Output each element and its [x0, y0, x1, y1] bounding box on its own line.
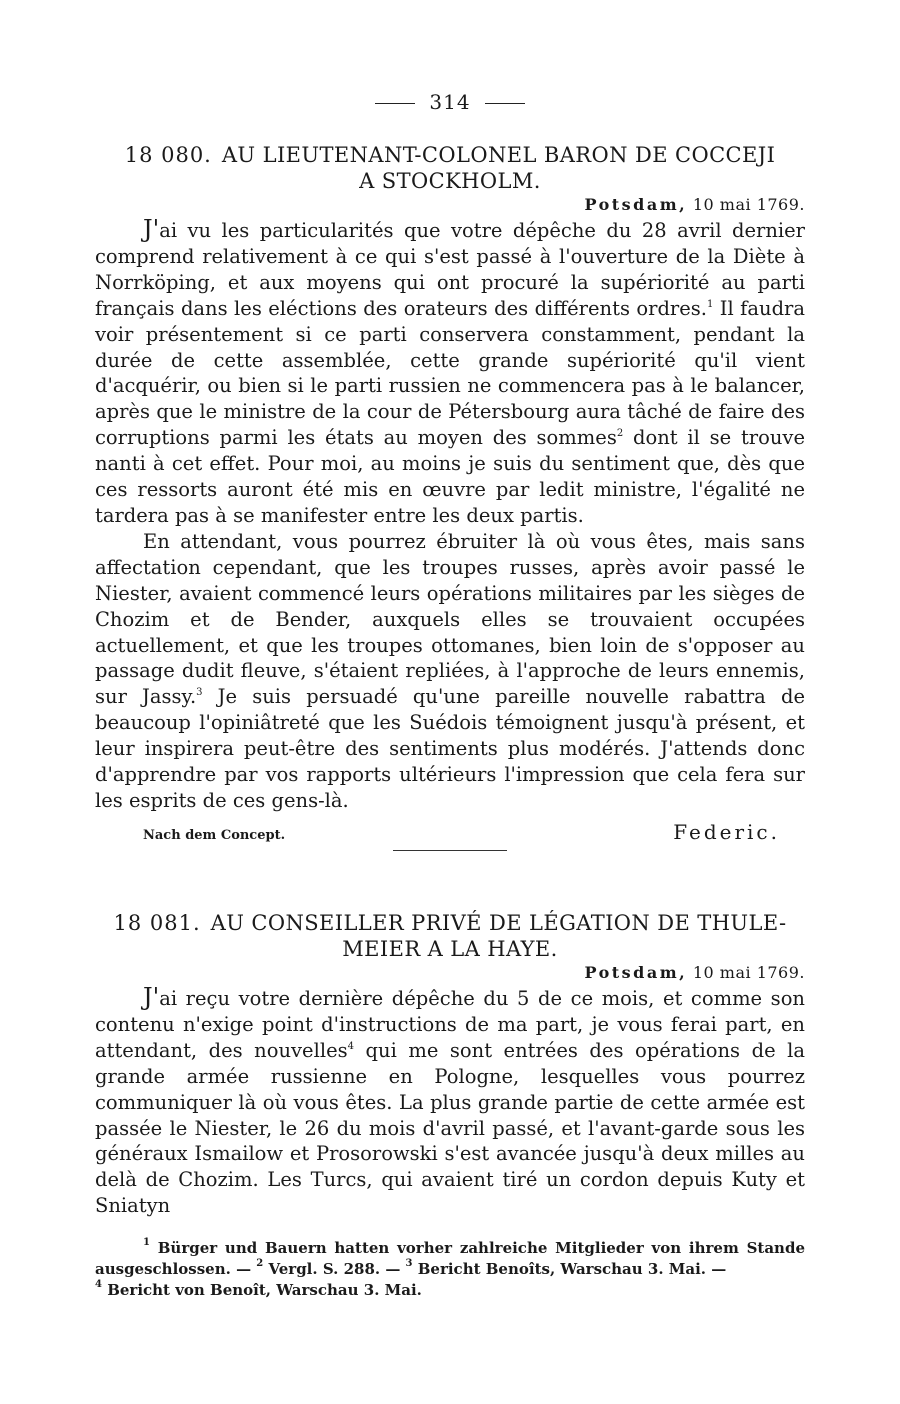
paragraph-text: qui me sont entrées des opérations de la grande armée russienne en Pologne, lesquelles vous pourrez communiquer là où vous êtes. La plus grande partie de cette armée est passée le Niester, le 26 du mois d'avril passé, et l'avant-garde sous les généraux Ismailow et Prosorowski s'est avancée jusqu'à deux milles au delà de Chozim. Les Turcs, qui avaient tiré un cordon depuis Kuty et Sniatyn	[95, 1038, 805, 1218]
letter-18081	[95, 910, 805, 1219]
footnote-number: 3	[405, 1258, 413, 1269]
footnote-text: Bericht von Benoît, Warschau 3. Mai.	[101, 1281, 422, 1299]
letter-title-line2: A STOCKHOLM.	[359, 169, 541, 193]
source-note: Nach dem Concept.	[143, 827, 286, 843]
page-number	[95, 90, 805, 114]
paragraph-text: En attendant, vous pourrez ébruiter là où vous êtes, mais sans affectation cependant, que les troupes russes, après avoir passé le Niester, avaient commencé leurs opérations militaires par les sièges de Chozim et de Bender, auxquels elles se trouvaient occupées actuellement, et que les troupes ottomanes, bien loin de s'opposer au passage dudit fleuve, s'étaient repliées, à l'approche de leurs ennemis, sur Jassy.	[95, 529, 805, 709]
page-number-dash-right	[485, 103, 525, 104]
paragraph	[95, 217, 805, 529]
letter-heading	[95, 142, 805, 194]
paragraph-text: Il faudra voir présentement si ce parti conservera constamment, pendant la durée de cette assemblée, cette grande supériorité qu'il vient d'acquérir, ou bien si le parti russien ne commencera pas à le balancer, après que le ministre de la cour de Pétersbourg aura tâché de faire des corruptions parmi les états au moyen des sommes	[95, 296, 805, 450]
signature: Federic.	[673, 819, 780, 844]
footnote-number: 2	[256, 1258, 264, 1269]
page-number-dash-left	[375, 103, 415, 104]
footnotes	[95, 1238, 805, 1301]
letter-body	[95, 217, 805, 814]
paragraph-text: J'ai vu les particularités que votre dépêche du 28 avril dernier comprend relativement à ce qui s'est passé à l'ouverture de la Diète à Norrköping, et aux moyens qui ont procuré la supériorité au parti français dans les eléctions des orateurs des différents ordres.	[95, 215, 805, 320]
dateline	[95, 195, 805, 214]
dateline-date: 10 mai 1769.	[692, 195, 805, 214]
dateline-date: 10 mai 1769.	[692, 963, 805, 982]
footnote-block	[95, 1238, 805, 1301]
page-number-text: 314	[429, 90, 471, 114]
section-divider	[95, 850, 805, 851]
divider-rule	[393, 850, 507, 851]
paragraph-text: dont il se trouve nanti à cet effet. Pour moi, au moins je suis du sentiment que, dès que ces ressorts auront été mis en œuvre par ledit ministre, l'égalité ne tardera pas à se manifester entre les deux partis.	[95, 426, 805, 527]
footnote-ref: 3	[196, 687, 203, 699]
letter-number: 18 081.	[113, 911, 201, 935]
letter-title-line1: AU CONSEILLER PRIVÉ DE LÉGATION DE THULE-	[210, 911, 787, 935]
footnote-text: Bericht Benoîts, Warschau 3. Mai. —	[412, 1260, 727, 1278]
dateline	[95, 963, 805, 982]
dateline-place: Potsdam,	[584, 195, 688, 214]
footnote-ref: 4	[347, 1040, 354, 1052]
footnote-number: 1	[143, 1237, 150, 1248]
footnote-ref: 1	[707, 298, 714, 310]
letter-title-line2: MEIER A LA HAYE.	[342, 937, 558, 961]
letter-number: 18 080.	[124, 143, 212, 167]
letter-heading	[95, 910, 805, 962]
letter-title-line1: AU LIEUTENANT-COLONEL BARON DE COCCEJI	[221, 143, 776, 167]
letter-body	[95, 985, 805, 1219]
paragraph-text: Je suis persuadé qu'une pareille nouvelle rabattra de beaucoup l'opiniâtreté que les Suédois témoignent jusqu'à présent, et leur inspirera peut-être des sentiments plus modérés. J'attends donc d'apprendre par vos rapports ultérieurs l'impression que cela fera sur les esprits de ces gens-là.	[95, 685, 805, 812]
letter-closing	[95, 820, 805, 844]
paragraph	[95, 985, 805, 1219]
paragraph	[95, 529, 805, 814]
paragraph-text: J'ai reçu votre dernière dépêche du 5 de ce mois, et comme son contenu n'exige point d'instructions de ma part, je vous ferai part, en attendant, des nouvelles	[95, 983, 805, 1062]
footnote-text: Bürger und Bauern hatten vorher zahlreiche Mitglieder von ihrem Stande ausgeschlossen. —	[95, 1239, 805, 1278]
footnote-number: 4	[95, 1279, 102, 1290]
footnote-ref: 2	[616, 428, 624, 440]
footnote-text: Vergl. S. 288. —	[263, 1260, 406, 1278]
dateline-place: Potsdam,	[584, 963, 688, 982]
letter-18080	[95, 142, 805, 844]
